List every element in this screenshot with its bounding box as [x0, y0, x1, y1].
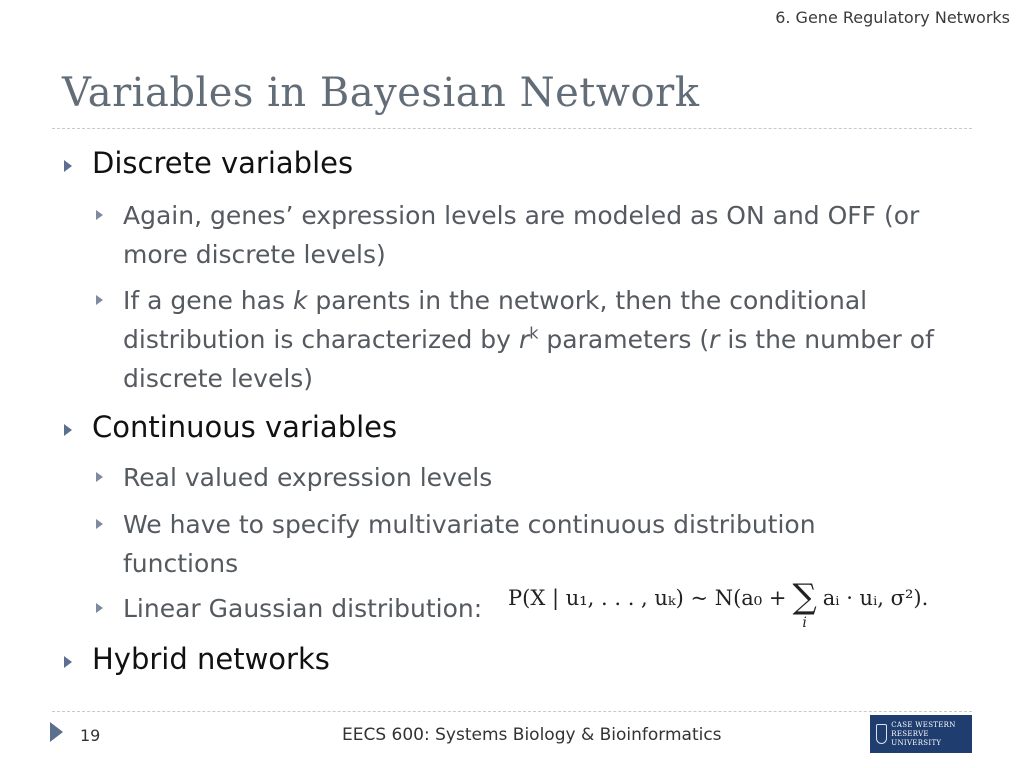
bullet-arrow-icon — [64, 424, 72, 436]
sub-bullet-linear-gaussian: Linear Gaussian distribution: — [123, 594, 483, 623]
bullet-discrete-variables: Discrete variables — [92, 146, 354, 180]
linear-gaussian-formula — [508, 577, 929, 631]
bullet-arrow-icon — [64, 160, 72, 172]
seal-icon — [876, 724, 887, 744]
slide-title: Variables in Bayesian Network — [62, 70, 700, 116]
header-tag: 6. Gene Regulatory Networks — [775, 8, 1010, 27]
sub-bullet-arrow-icon — [96, 210, 103, 220]
sub-bullet-on-off: Again, genes’ expression levels are modeled as ON and OFF (or more discrete levels) — [123, 201, 920, 269]
footer-course-title: EECS 600: Systems Biology & Bioinformatics — [342, 725, 722, 745]
sub-bullet-parents: If a gene has k parents in the network, then the conditional distribution is characterized by $r^k$ parameters (r is the number of discrete levels) — [123, 286, 934, 393]
sub-bullet-arrow-icon — [96, 472, 103, 482]
bullet-continuous-variables: Continuous variables — [92, 410, 398, 444]
formula-lhs: P(X | u₁, . . . , uₖ) ~ N(a₀ + — [508, 586, 787, 610]
sub-bullet-arrow-icon — [96, 519, 103, 529]
bullet-arrow-icon — [64, 656, 72, 668]
sub-bullet-real-valued: Real valued expression levels — [123, 463, 493, 492]
sub-bullet-multivariate: We have to specify multivariate continuous distribution functions — [123, 510, 816, 578]
sub-bullet-arrow-icon — [96, 603, 103, 613]
university-logo — [870, 715, 972, 753]
bullet-hybrid-networks: Hybrid networks — [92, 642, 330, 676]
sub-bullet-arrow-icon — [96, 295, 103, 305]
footer-divider — [52, 711, 972, 712]
logo-text: CASE WESTERN RESERVE UNIVERSITY — [891, 720, 956, 747]
summation — [792, 577, 817, 631]
summation-index: i — [802, 615, 807, 631]
page-number: 19 — [80, 726, 101, 745]
title-divider — [52, 128, 972, 129]
formula-rhs: aᵢ · uᵢ, σ²). — [822, 586, 929, 610]
sigma-symbol: ∑ — [792, 577, 817, 617]
footer-arrow-icon — [50, 722, 63, 742]
